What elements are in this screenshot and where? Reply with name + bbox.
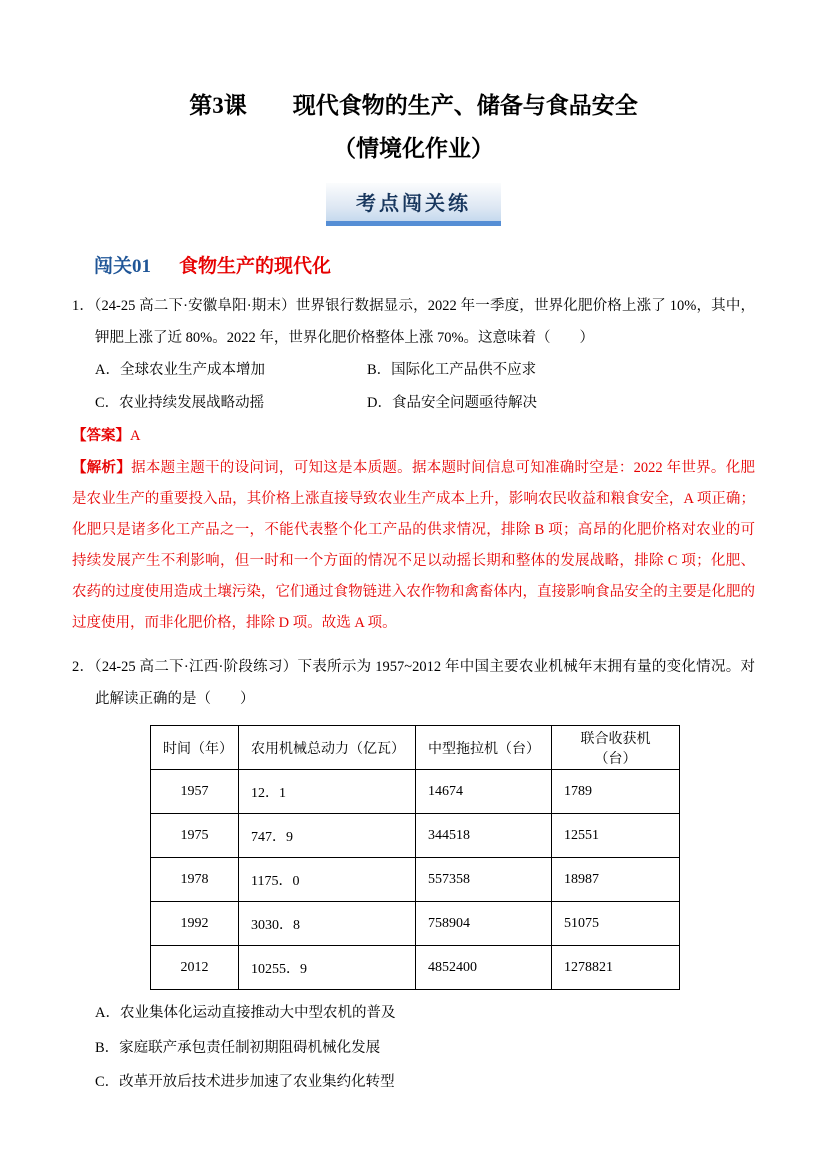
q1-option-a: A．全球农业生产成本增加 [95, 362, 265, 378]
table-cell: 1978 [151, 858, 239, 902]
table-header-row [151, 726, 680, 770]
table-row [151, 770, 680, 814]
table-cell: 1975 [151, 814, 239, 858]
table-cell: 51075 [552, 902, 680, 946]
table-row [151, 946, 680, 990]
table-cell: 2012 [151, 946, 239, 990]
q1-option-b: B．国际化工产品供不应求 [367, 362, 537, 378]
table-header-cell: 时间（年） [151, 726, 239, 770]
table-cell: 12551 [552, 814, 680, 858]
table-cell: 1992 [151, 902, 239, 946]
question-1-stem: 1．（24-25 高二下·安徽阜阳·期末）世界银行数据显示，2022 年一季度，世界化肥价格上涨了 10%，其中，钾肥上涨了近 80%。2022 年，世界化肥价格整体上涨 70%。这意味着（ ） [72, 298, 755, 346]
section-banner: 考点闯关练 [326, 183, 501, 226]
table-cell: 14674 [416, 770, 552, 814]
section-heading [94, 251, 755, 278]
question-1-options [95, 354, 755, 420]
table-cell: 3030．8 [239, 902, 416, 946]
q2-option-b: B．家庭联产承包责任制初期阻碍机械化发展 [95, 1039, 381, 1056]
table-cell: 1789 [552, 770, 680, 814]
banner-row [72, 183, 755, 226]
table-cell: 747．9 [239, 814, 416, 858]
doc-title-line1: 第3课 现代食物的生产、储备与食品安全 [189, 93, 638, 118]
analysis-label: 【解析】 [72, 460, 132, 476]
table-header-cell: 中型拖拉机（台） [416, 726, 552, 770]
table-row [151, 814, 680, 858]
table-cell: 1175．0 [239, 858, 416, 902]
table-cell: 758904 [416, 902, 552, 946]
table-header-cell: 联合收获机（台） [552, 726, 680, 770]
table-cell: 344518 [416, 814, 552, 858]
table-cell: 18987 [552, 858, 680, 902]
table-header-cell: 农用机械总动力（亿瓦） [239, 726, 416, 770]
table-cell: 4852400 [416, 946, 552, 990]
doc-title-line2: （情境化作业） [333, 136, 494, 161]
table-row [151, 902, 680, 946]
section-title: 食物生产的现代化 [179, 256, 332, 277]
table-cell: 1957 [151, 770, 239, 814]
q2-option-c: C．改革开放后技术进步加速了农业集约化转型 [95, 1074, 395, 1090]
machinery-data-table [150, 725, 680, 990]
analysis-text: 据本题主题干的设问词，可知这是本质题。据本题时间信息可知准确时空是：2022 年世界。化肥是农业生产的重要投入品，其价格上涨直接导致农业生产成本上升，影响农民收益和粮食安全，A 项正确；化肥只是诸多化工产品之一，不能代表整个化工产品的供求情况，排除 B 项；高昂的化肥价格对农业的可持续发展产生不利影响，但一时和一个方面的情况不足以动摇长期和整体的发展战略，排除 C 项；化肥、农药的过度使用造成土壤污染，它们通过食物链进入农作物和禽畜体内，直接影响食品安全的主要是化肥的过度使用，而非化肥价格，排除 D 项。故选 A 项。 [72, 460, 755, 631]
q1-option-d: D．食品安全问题亟待解决 [367, 395, 537, 411]
table-cell: 10255．9 [239, 946, 416, 990]
answer-value: A [130, 428, 141, 444]
q1-option-c: C．农业持续发展战略动摇 [95, 395, 265, 411]
question-2-stem: 2．（24-25 高二下·江西·阶段练习）下表所示为 1957~2012 年中国主要农业机械年末拥有量的变化情况。对此解读正确的是（ ） [72, 659, 755, 707]
table-cell: 1278821 [552, 946, 680, 990]
q2-option-a: A．农业集体化运动直接推动大中型农机的普及 [95, 1005, 396, 1021]
section-number: 闯关01 [94, 256, 152, 277]
q1-answer-line [72, 420, 755, 453]
answer-label: 【答案】 [72, 428, 130, 444]
table-cell: 12．1 [239, 770, 416, 814]
table-cell: 557358 [416, 858, 552, 902]
table-row [151, 858, 680, 902]
q1-analysis [72, 453, 755, 639]
